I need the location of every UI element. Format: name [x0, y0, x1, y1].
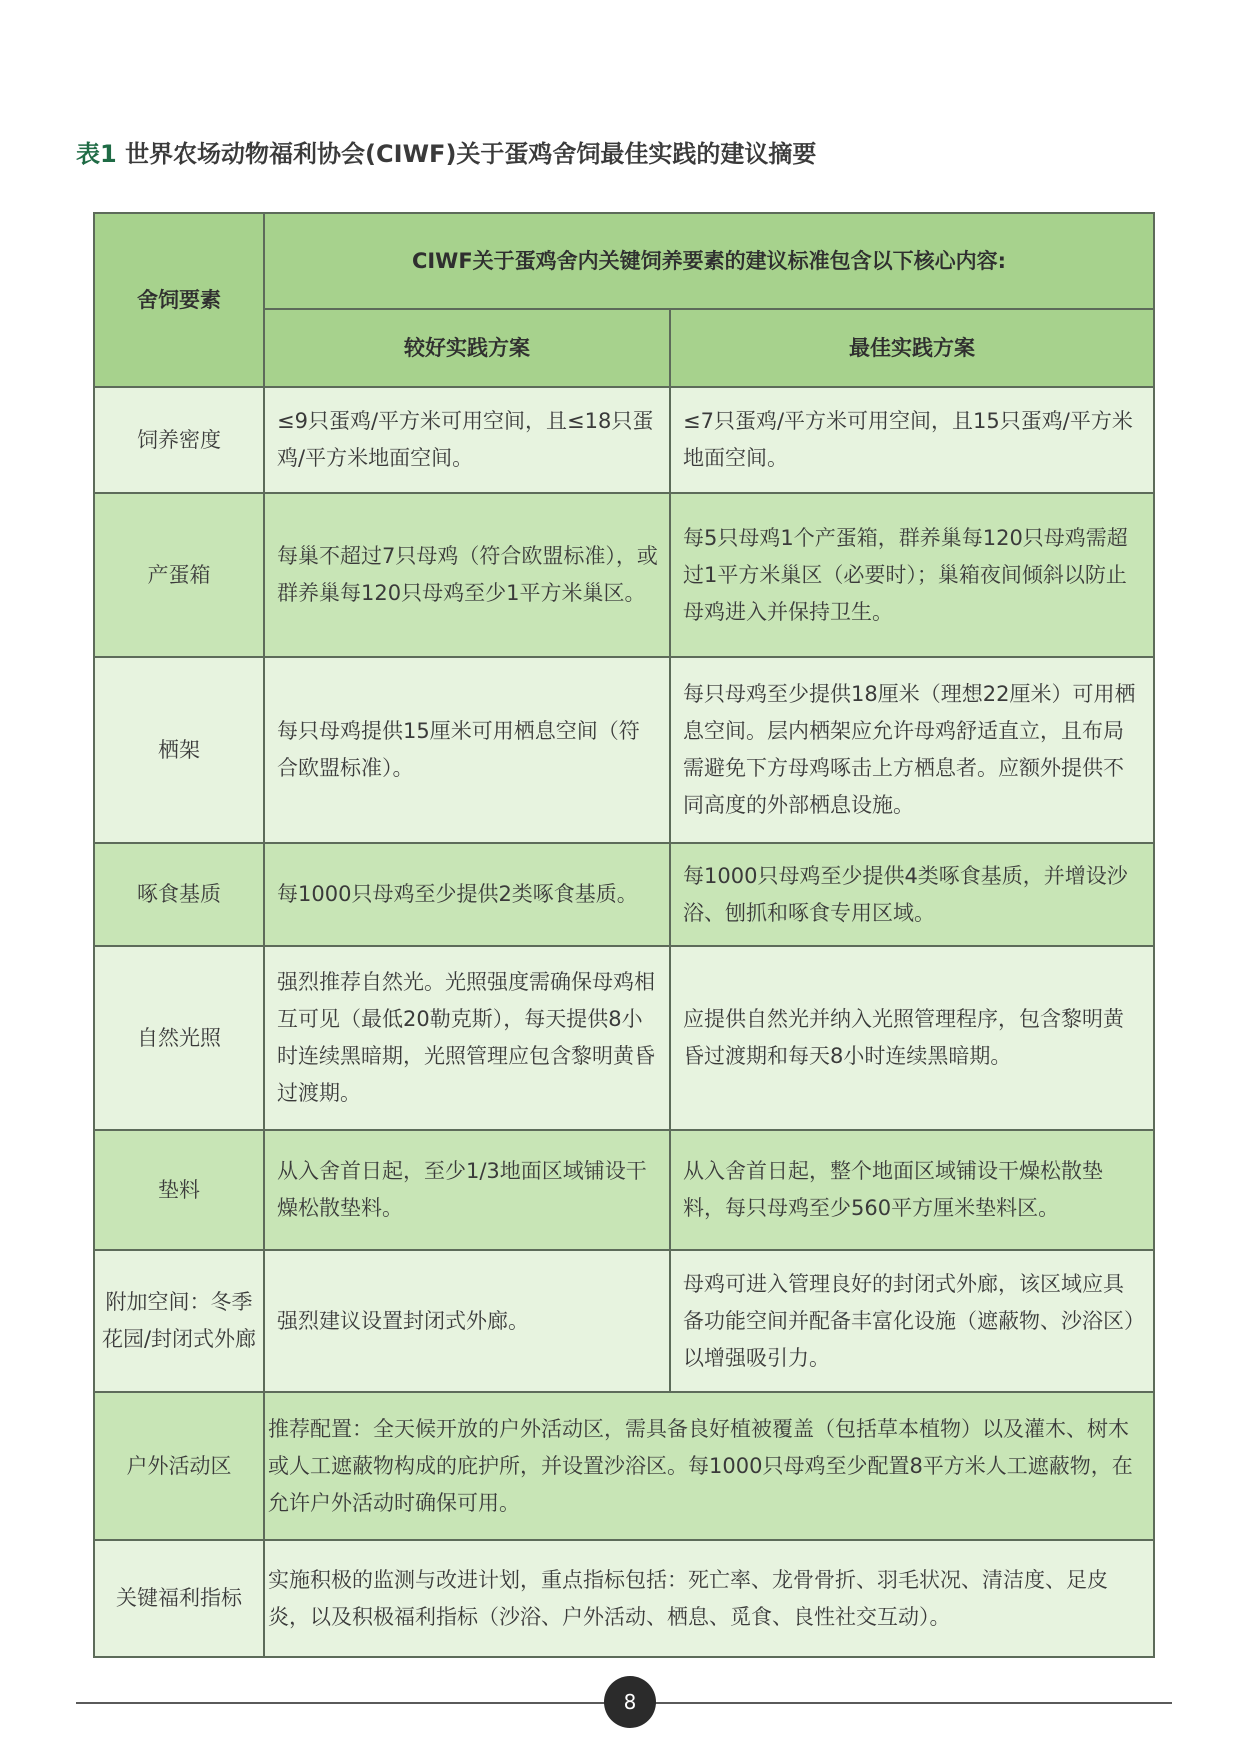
header-span-title: CIWF关于蛋鸡舍内关键饲养要素的建议标准包含以下核心内容: — [264, 213, 1154, 309]
header-good-practice: 较好实践方案 — [264, 309, 670, 387]
table-caption-title: 世界农场动物福利协会(CIWF)关于蛋鸡舍饲最佳实践的建议摘要 — [125, 140, 817, 168]
header-element: 舍饲要素 — [94, 213, 264, 387]
table-row — [94, 387, 1154, 493]
row-element: 栖架 — [94, 657, 264, 843]
table-caption-label: 表1 — [76, 140, 117, 168]
row-good: 强烈建议设置封闭式外廊。 — [264, 1250, 670, 1392]
row-recommendation: 实施积极的监测与改进计划，重点指标包括：死亡率、龙骨骨折、羽毛状况、清洁度、足皮炎，以及积极福利指标（沙浴、户外活动、栖息、觅食、良性社交互动）。 — [264, 1540, 1154, 1657]
row-element: 啄食基质 — [94, 843, 264, 946]
row-good: ≤9只蛋鸡/平方米可用空间，且≤18只蛋鸡/平方米地面空间。 — [264, 387, 670, 493]
row-good: 每巢不超过7只母鸡（符合欧盟标准），或群养巢每120只母鸡至少1平方米巢区。 — [264, 493, 670, 657]
row-best: 每只母鸡至少提供18厘米（理想22厘米）可用栖息空间。层内栖架应允许母鸡舒适直立，且布局需避免下方母鸡啄击上方栖息者。应额外提供不同高度的外部栖息设施。 — [670, 657, 1154, 843]
row-best: 每1000只母鸡至少提供4类啄食基质，并增设沙浴、刨抓和啄食专用区域。 — [670, 843, 1154, 946]
ciwf-recommendations-table — [93, 212, 1155, 1658]
table-row — [94, 843, 1154, 946]
row-element: 自然光照 — [94, 946, 264, 1130]
table-row — [94, 1540, 1154, 1657]
row-element: 户外活动区 — [94, 1392, 264, 1540]
row-element: 垫料 — [94, 1130, 264, 1250]
row-best: ≤7只蛋鸡/平方米可用空间，且15只蛋鸡/平方米地面空间。 — [670, 387, 1154, 493]
row-element: 饲养密度 — [94, 387, 264, 493]
row-good: 每1000只母鸡至少提供2类啄食基质。 — [264, 843, 670, 946]
row-good: 每只母鸡提供15厘米可用栖息空间（符合欧盟标准）。 — [264, 657, 670, 843]
table-row — [94, 493, 1154, 657]
row-element: 附加空间：冬季花园/封闭式外廊 — [94, 1250, 264, 1392]
row-best: 母鸡可进入管理良好的封闭式外廊，该区域应具备功能空间并配备丰富化设施（遮蔽物、沙浴区）以增强吸引力。 — [670, 1250, 1154, 1392]
table-row — [94, 946, 1154, 1130]
row-recommendation: 推荐配置：全天候开放的户外活动区，需具备良好植被覆盖（包括草本植物）以及灌木、树木或人工遮蔽物构成的庇护所，并设置沙浴区。每1000只母鸡至少配置8平方米人工遮蔽物，在允许户外活动时确保可用。 — [264, 1392, 1154, 1540]
table-row — [94, 1130, 1154, 1250]
row-best: 每5只母鸡1个产蛋箱，群养巢每120只母鸡需超过1平方米巢区（必要时）；巢箱夜间倾斜以防止母鸡进入并保持卫生。 — [670, 493, 1154, 657]
page-number: 8 — [604, 1676, 656, 1728]
table-row — [94, 1392, 1154, 1540]
row-element: 产蛋箱 — [94, 493, 264, 657]
row-best: 应提供自然光并纳入光照管理程序，包含黎明黄昏过渡期和每天8小时连续黑暗期。 — [670, 946, 1154, 1130]
table-row — [94, 657, 1154, 843]
table-row — [94, 1250, 1154, 1392]
row-element: 关键福利指标 — [94, 1540, 264, 1657]
row-best: 从入舍首日起，整个地面区域铺设干燥松散垫料，每只母鸡至少560平方厘米垫料区。 — [670, 1130, 1154, 1250]
row-good: 从入舍首日起，至少1/3地面区域铺设干燥松散垫料。 — [264, 1130, 670, 1250]
table-caption — [76, 134, 816, 169]
row-good: 强烈推荐自然光。光照强度需确保母鸡相互可见（最低20勒克斯），每天提供8小时连续黑暗期，光照管理应包含黎明黄昏过渡期。 — [264, 946, 670, 1130]
header-best-practice: 最佳实践方案 — [670, 309, 1154, 387]
